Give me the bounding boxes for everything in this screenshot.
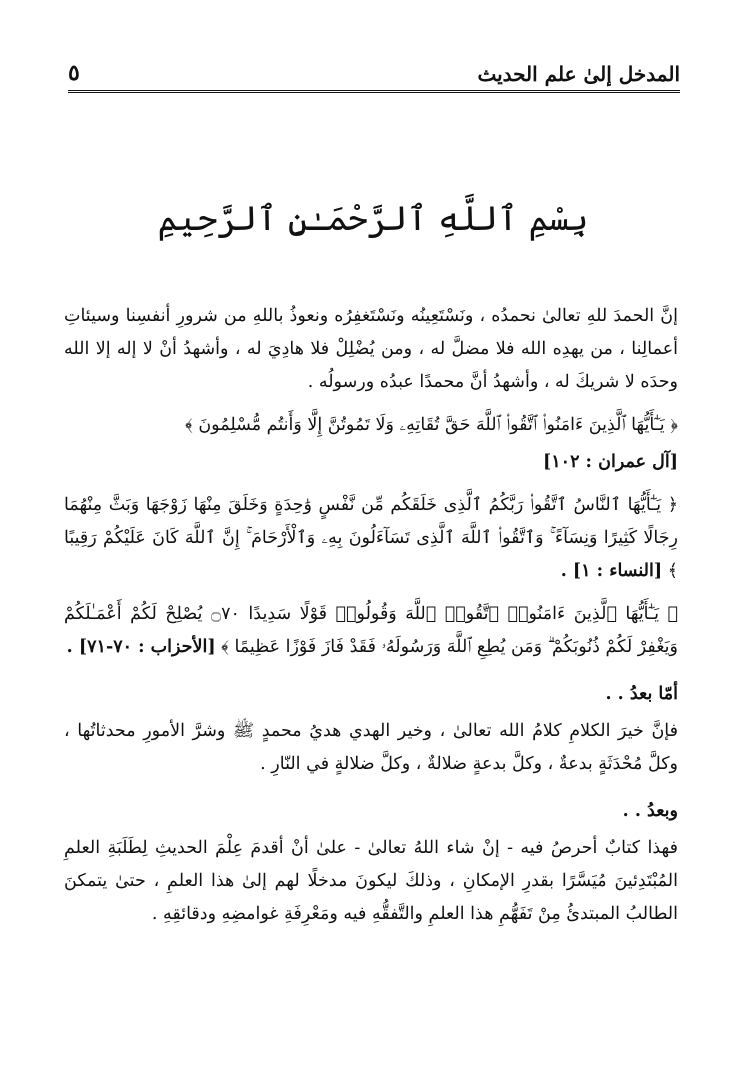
page-header bbox=[68, 52, 680, 93]
page-number: ٥ bbox=[68, 60, 80, 86]
book-purpose-paragraph: فهذا كتابٌ أحرصُ فيه - إنْ شاء اللهُ تعالىٰ - علىٰ أنْ أقدمَ عِلْمَ الحديثِ لِطَلَبَةِ العلمِ المُبْتَدِئينَ مُيَسَّرًا بقدرِ الإمكانِ ، وذلكَ ليكونَ مدخلًا لهم إلىٰ هذا العلمِ ، حتىٰ يتمكنَ الطالبُ المبتدئُ مِنْ تَفَهُّمِ هذا العلمِ والتَّفقُّهِ فيه ومَعْرِفَةِ غوامضِهِ ودقائقِهِ . bbox=[64, 838, 678, 924]
amma-badu-heading: أمّا بعدُ . . bbox=[605, 684, 678, 704]
basmala: بِسْمِ ٱللَّهِ ٱلرَّحْمَـٰنِ ٱلرَّحِيمِ bbox=[157, 199, 589, 239]
verse-al-imran-ref bbox=[64, 446, 678, 479]
verse-text: ﴿ يَـٰٓأَيُّهَا ٱلنَّاسُ ٱتَّقُوا۟ رَبَّكُمُ ٱلَّذِى خَلَقَكُم مِّن نَّفْسٍ وَٰحِدَةٍ وَخَلَقَ مِنْهَا زَوْجَهَا وَبَثَّ مِنْهُمَا رِجَالًا كَثِيرًا وَنِسَآءً ۚ وَٱتَّقُوا۟ ٱللَّهَ ٱلَّذِى تَسَآءَلُونَ بِهِۦ وَٱلْأَرْحَامَ ۚ إِنَّ ٱللَّهَ كَانَ عَلَيْكُمْ رَقِيبًا ﴾ bbox=[64, 495, 678, 581]
verse-ref: [النساء : ١] . bbox=[560, 561, 663, 581]
header-title: المدخل إلىٰ علم الحديث bbox=[477, 62, 680, 86]
verse-text: ﴿ يَـٰٓأَيُّهَا ٱلَّذِينَ ءَامَنُوا۟ ٱتَّقُوا۟ ٱللَّهَ وَقُولُوا۟ قَوْلًا سَدِيدًا ۝٧٠ يُصْلِحْ لَكُمْ أَعْمَـٰلَكُمْ وَيَغْفِرْ لَكُمْ ذُنُوبَكُمْ ۗ وَمَن يُطِعِ ٱللَّهَ وَرَسُولَهُۥ فَقَدْ فَازَ فَوْزًا عَظِيمًا ﴾ bbox=[64, 604, 678, 657]
verse-al-ahzab bbox=[64, 598, 678, 664]
wa-badu-heading: وبعدُ . . bbox=[622, 801, 678, 821]
khutba-paragraph: فإنَّ خيرَ الكلامِ كلامُ الله تعالىٰ ، وخير الهدي هديُ محمدٍ ﷺ وشرَّ الأمورِ محدثاتُها ، وكلَّ مُحْدَثَةٍ بدعةٌ ، وكلَّ بدعةٍ ضلالةٌ ، وكلَّ ضلالةٍ في النّارِ . bbox=[64, 721, 678, 774]
verse-ref: [الأحزاب : ٧٠-٧١] . bbox=[66, 637, 216, 657]
verse-an-nisa bbox=[64, 489, 678, 588]
intro-paragraph: إنَّ الحمدَ للهِ تعالىٰ نحمدُه ، ونَسْتَعِينُه ونَسْتَغفِرُه ونعوذُ باللهِ من شرورِ أنفسِنا وسيئاتِ أعمالِنا ، من يهدِه الله فلا مضلَّ له ، ومن يُضْلِلْ فلا هادِيَ له ، وأشهدُ أنْ لا إله إلا الله وحدَه لا شريكَ له ، وأشهدُ أنَّ محمدًا عبدُه ورسولُه . bbox=[64, 306, 678, 392]
verse-al-imran: ﴿ يَـٰٓأَيُّهَا ٱلَّذِينَ ءَامَنُوا۟ ٱتَّقُوا۟ ٱللَّهَ حَقَّ تُقَاتِهِۦ وَلَا تَمُوتُنَّ إِلَّا وَأَنتُم مُّسْلِمُونَ ﴾ bbox=[185, 415, 678, 435]
verse-ref: [آل عمران : ١٠٢] bbox=[542, 452, 678, 472]
page-body bbox=[64, 300, 678, 931]
